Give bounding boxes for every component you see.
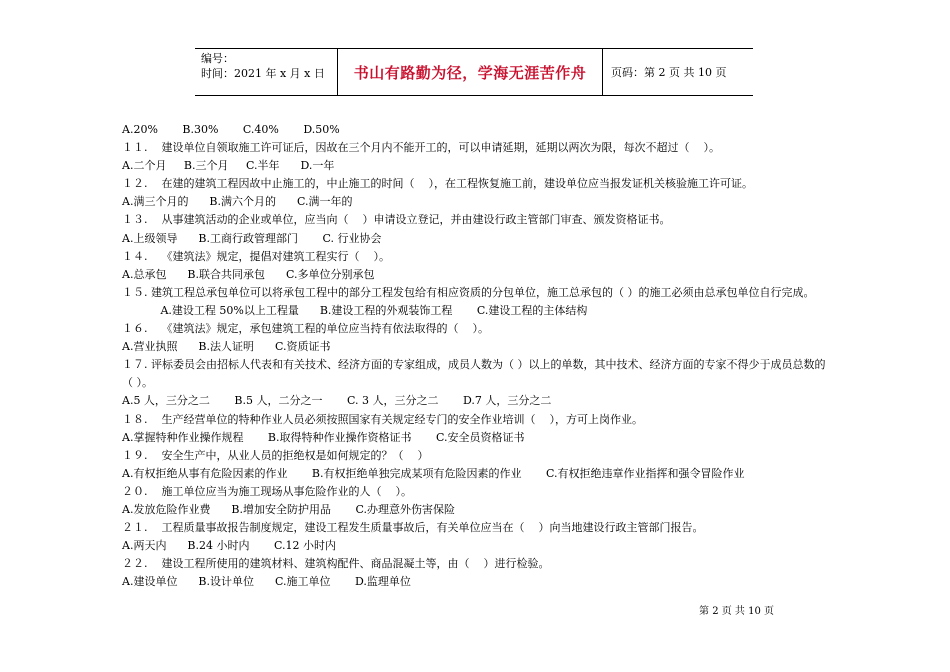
text-line: A.建设工程 50%以上工程量 B.建设工程的外观装饰工程 C.建设工程的主体结构 [122,303,588,317]
text-line: １４. 《建筑法》规定，提倡对建筑工程实行（ ）。 [122,249,390,263]
text-line: １９. 安全生产中，从业人员的拒绝权是如何规定的？（ ） [122,448,429,462]
question-list [122,121,828,591]
header-motto: 书山有路勤为径，学海无涯苦作舟 [338,49,603,95]
text-line: A.建设单位 B.设计单位 C.施工单位 D.监理单位 [122,575,411,589]
text-line: １５. 建筑工程总承包单位可以将承包工程中的部分工程发包给有相应资质的分包单位，施工总承包的（ ）的施工必须由总承包单位自行完成。 [122,285,815,299]
page-header [195,48,753,96]
text-line: ２１. 工程质量事故报告制度规定，建设工程发生质量事故后，有关单位应当在（ ）向当地建设行政主管部门报告。 [122,521,704,535]
text-line: A.二个月 B.三个月 C.半年 D.一年 [122,159,335,173]
header-info [195,49,338,95]
header-page-number: 页码：第 2 页 共 10 页 [611,66,727,79]
text-line: １２. 在建的建筑工程因故中止施工的，中止施工的时间（ ），在工程恢复施工前，建设单位应当报发证机关核验施工许可证。 [122,177,753,191]
text-line: １７. 评标委员会由招标人代表和有关技术、经济方面的专家组成，成员人数为（ ）以上的单数，其中技术、经济方面的专家不得少于成员总数的（ ）。 [122,358,826,390]
text-line: A.发放危险作业费 B.增加安全防护用品 C.办理意外伤害保险 [122,502,455,516]
text-line: A.两天内 B.24 小时内 C.12 小时内 [122,539,336,553]
text-line: １６. 《建筑法》规定，承包建筑工程的单位应当持有依法取得的（ ）。 [122,322,489,336]
doc-time-label: 时间：2021 年 x 月 x 日 [201,67,325,80]
text-line: A.20% B.30% C.40% D.50% [122,123,340,136]
text-line: A.上级领导 B.工商行政管理部门 C. 行业协会 [122,231,382,245]
page-footer: 第 2 页 共 10 页 [699,606,774,617]
text-line: １３. 从事建筑活动的企业或单位，应当向（ ）申请设立登记，并由建设行政主管部门审查、颁发资格证书。 [122,213,671,227]
text-line: １１. 建设单位自领取施工许可证后，因故在三个月内不能开工的，可以申请延期，延期以两次为限，每次不超过（ ）。 [122,141,720,155]
text-line: ２２. 建设工程所使用的建筑材料、建筑构配件、商品混凝土等，由（ ）进行检验。 [122,557,550,571]
text-line: １８. 生产经营单位的特种作业人员必须按照国家有关规定经专门的安全作业培训（ ），方可上岗作业。 [122,412,643,426]
text-line: A.有权拒绝从事有危险因素的作业 B.有权拒绝单独完成某项有危险因素的作业 C.有权拒绝违章作业指挥和强令冒险作业 [122,466,745,480]
doc-number-label: 编号： [201,52,234,65]
text-line: A.满三个月的 B.满六个月的 C.满一年的 [122,195,353,209]
text-line: A.总承包 B.联合共同承包 C.多单位分别承包 [122,267,375,281]
text-line: A.营业执照 B.法人证明 C.资质证书 [122,340,331,354]
text-line: A.掌握特种作业操作规程 B.取得特种作业操作资格证书 C.安全员资格证书 [122,430,525,444]
text-line: A.5 人，三分之二 B.5 人，二分之一 C. 3 人，三分之二 D.7 人，三分之二 [122,394,552,408]
text-line: ２０. 施工单位应当为施工现场从事危险作业的人（ ）。 [122,484,412,498]
